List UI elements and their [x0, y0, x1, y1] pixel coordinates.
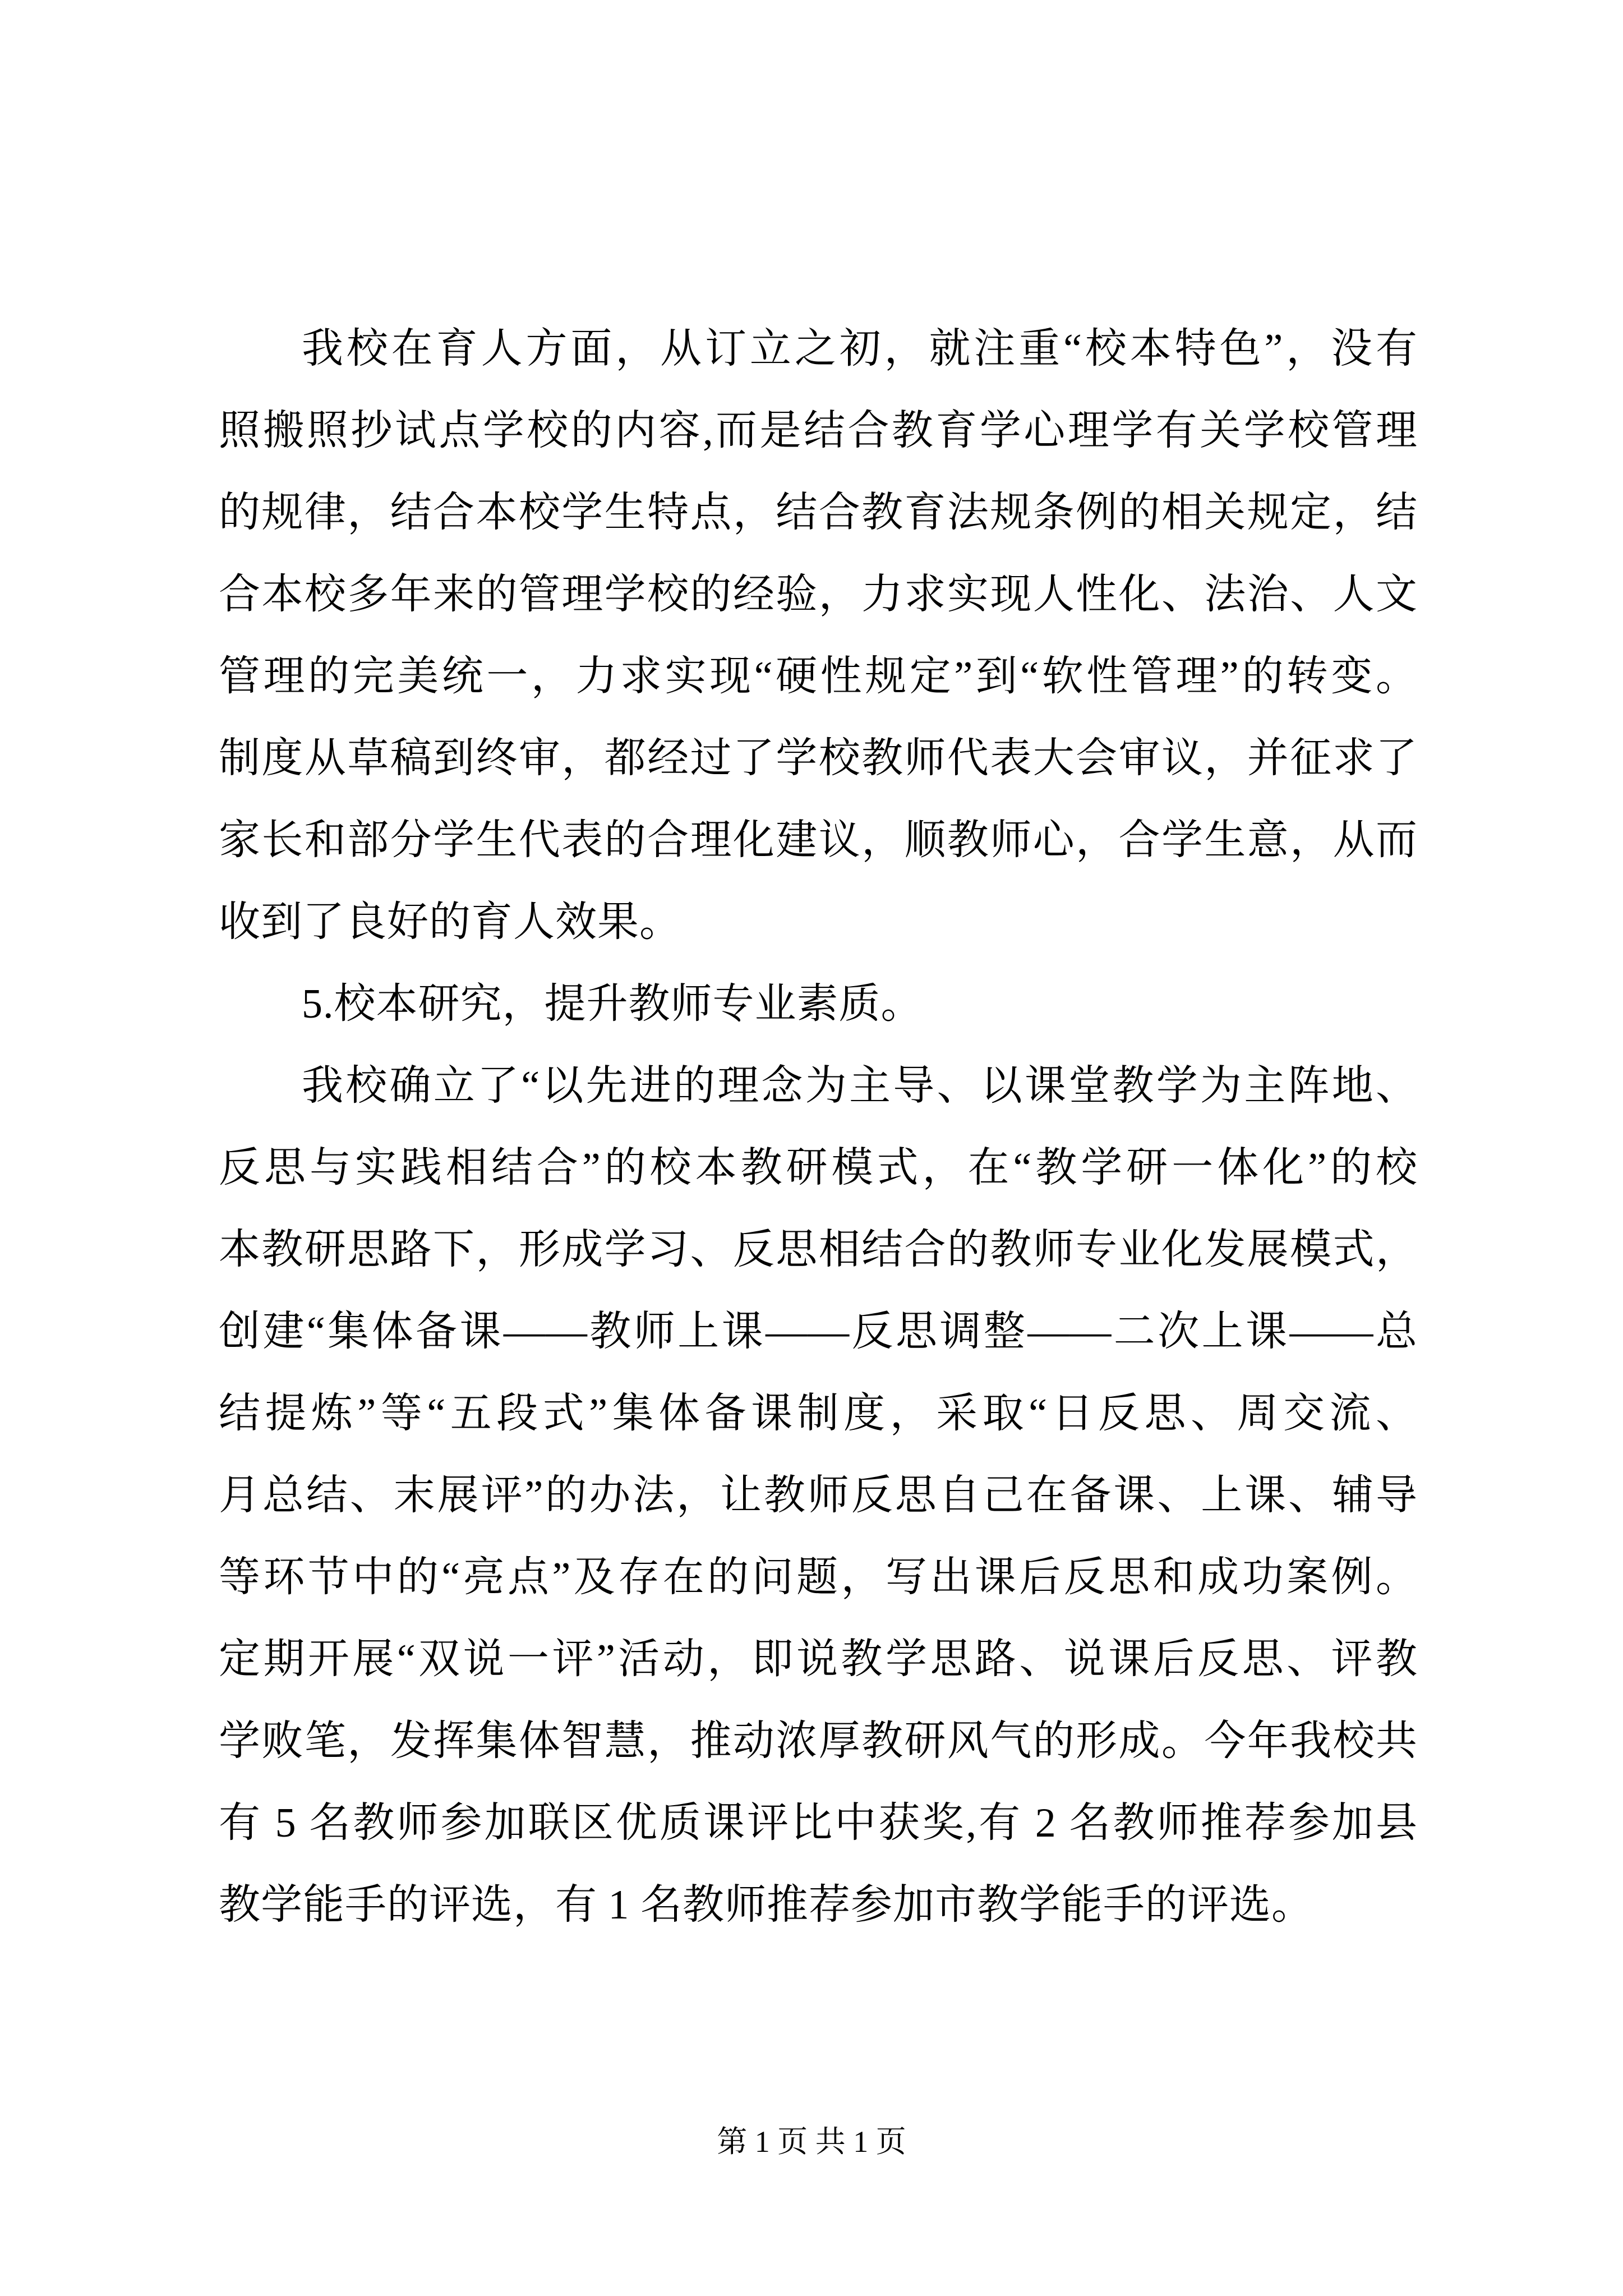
text-line: 创建“集体备课——教师上课——反思调整——二次上课——总 [219, 1309, 1418, 1355]
text-line: 制度从草稿到终审，都经过了学校教师代表大会审议，并征求了 [219, 735, 1418, 781]
text-line: 反思与实践相结合”的校本教研模式，在“教学研一体化”的校 [219, 1145, 1418, 1191]
page-number: 第 1 页 共 1 页 [717, 2125, 906, 2159]
section-heading: 5.校本研究，提升教师专业素质。 [302, 981, 923, 1027]
text-line: 学败笔，发挥集体智慧，推动浓厚教研风气的形成。今年我校共 [219, 1718, 1418, 1764]
text-line: 结提炼”等“五段式”集体备课制度，采取“日反思、周交流、 [219, 1391, 1418, 1437]
text-line: 定期开展“双说一评”活动，即说教学思路、说课后反思、评教 [219, 1636, 1418, 1682]
text-line: 有 5 名教师参加联区优质课评比中获奖,有 2 名教师推荐参加县 [219, 1800, 1418, 1846]
text-line: 本教研思路下，形成学习、反思相结合的教师专业化发展模式， [219, 1227, 1418, 1273]
text-line: 收到了良好的育人效果。 [219, 899, 681, 945]
page-footer [0, 2122, 1623, 2162]
text-line: 等环节中的“亮点”及存在的问题，写出课后反思和成功案例。 [219, 1554, 1418, 1600]
text-line: 家长和部分学生代表的合理化建议，顺教师心，合学生意，从而 [219, 817, 1418, 863]
document-body [219, 308, 1418, 1946]
text-line: 我校在育人方面，从订立之初，就注重“校本特色”，没有 [302, 326, 1418, 372]
text-line: 的规律，结合本校学生特点，结合教育法规条例的相关规定，结 [219, 490, 1418, 536]
text-line: 教学能手的评选，有 1 名教师推荐参加市教学能手的评选。 [219, 1882, 1313, 1928]
text-line: 月总结、末展评”的办法，让教师反思自己在备课、上课、辅导 [219, 1473, 1418, 1519]
text-line: 合本校多年来的管理学校的经验，力求实现人性化、法治、人文 [219, 572, 1418, 618]
text-line: 管理的完美统一，力求实现“硬性规定”到“软性管理”的转变。 [219, 654, 1418, 700]
text-line: 照搬照抄试点学校的内容,而是结合教育学心理学有关学校管理 [219, 408, 1418, 454]
text-line: 我校确立了“以先进的理念为主导、以课堂教学为主阵地、 [302, 1063, 1418, 1109]
